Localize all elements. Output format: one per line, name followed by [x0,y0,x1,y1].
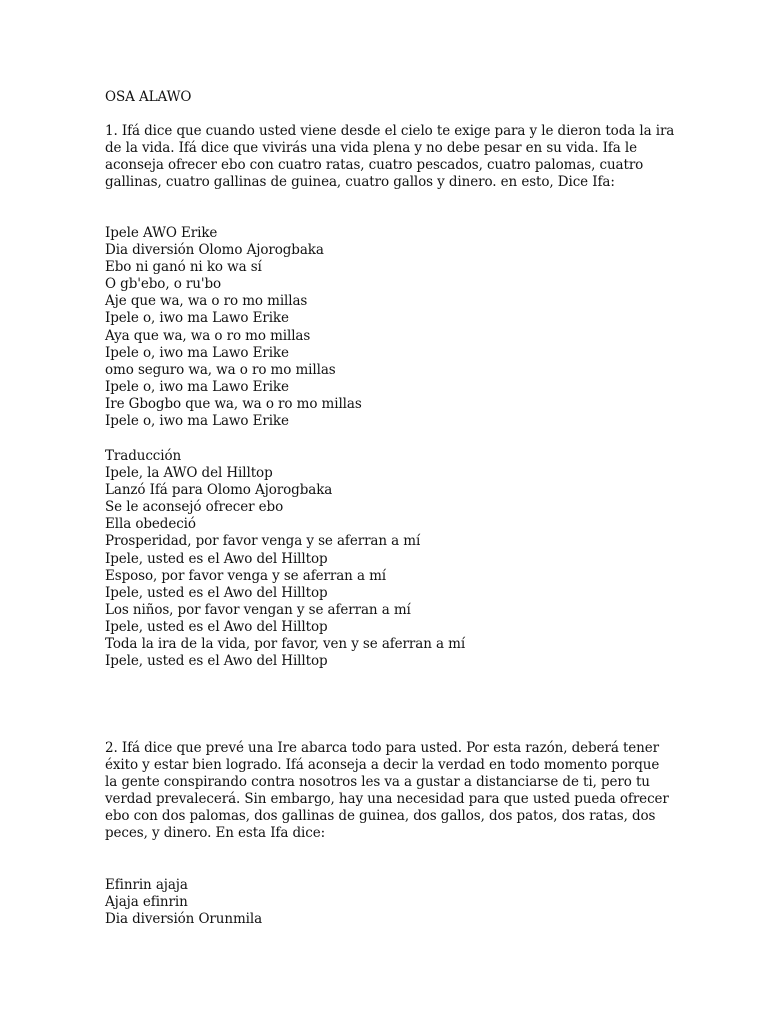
translation-heading: Traducción [105,448,182,464]
translation-line: Toda la ira de la vida, por favor, ven y se aferran a mí [105,636,466,652]
paragraph-2-line: peces, y dinero. En esta Ifa dice: [105,825,326,841]
verse-1-line: Ipele o, iwo ma Lawo Erike [105,413,289,429]
paragraph-1-line: de la vida. Ifá dice que vivirás una vida plena y no debe pesar en su vida. Ifa le [105,140,637,156]
verse-2-line: Efinrin ajaja [105,877,188,893]
translation-line: Ipele, la AWO del Hilltop [105,465,273,481]
translation-line: Lanzó Ifá para Olomo Ajorogbaka [105,482,333,498]
paragraph-2-line: 2. Ifá dice que prevé una Ire abarca todo para usted. Por esta razón, deberá tener [105,740,660,756]
verse-1-line: O gb'ebo, o ru'bo [105,276,222,292]
verse-1-line: Ebo ni ganó ni ko wa sí [105,259,262,275]
verse-1-line: Ipele AWO Erike [105,225,218,241]
verse-1-line: Dia diversión Olomo Ajorogbaka [105,242,324,258]
paragraph-2-line: verdad prevalecerá. Sin embargo, hay una necesidad para que usted pueda ofrecer [105,791,669,807]
translation-line: Ipele, usted es el Awo del Hilltop [105,585,328,601]
translation-line: Ipele, usted es el Awo del Hilltop [105,619,328,635]
verse-1-line: Aya que wa, wa o ro mo millas [105,328,311,344]
paragraph-2-line: ebo con dos palomas, dos gallinas de guinea, dos gallos, dos patos, dos ratas, dos [105,808,656,824]
paragraph-2-line: éxito y estar bien logrado. Ifá aconseja a decir la verdad en todo momento porque [105,757,660,773]
translation-line: Ella obedeció [105,516,196,532]
translation-line: Ipele, usted es el Awo del Hilltop [105,551,328,567]
paragraph-2-line: la gente conspirando contra nosotros les va a gustar a distanciarse de ti, pero tu [105,774,650,790]
verse-1-line: Ipele o, iwo ma Lawo Erike [105,310,289,326]
verse-1-line: Aje que wa, wa o ro mo millas [105,293,308,309]
translation-line: Se le aconsejó ofrecer ebo [105,499,284,515]
translation-line: Ipele, usted es el Awo del Hilltop [105,653,328,669]
verse-2-line: Dia diversión Orunmila [105,911,263,927]
document-title: OSA ALAWO [105,89,192,105]
translation-line: Prosperidad, por favor venga y se aferran a mí [105,533,421,549]
paragraph-1-line: aconseja ofrecer ebo con cuatro ratas, cuatro pescados, cuatro palomas, cuatro [105,157,644,173]
verse-1-line: Ire Gbogbo que wa, wa o ro mo millas [105,396,362,412]
verse-2-line: Ajaja efinrin [105,894,188,910]
verse-1-line: Ipele o, iwo ma Lawo Erike [105,345,289,361]
verse-1-line: Ipele o, iwo ma Lawo Erike [105,379,289,395]
paragraph-1-line: gallinas, cuatro gallinas de guinea, cuatro gallos y dinero. en esto, Dice Ifa: [105,174,615,190]
translation-line: Los niños, por favor vengan y se aferran a mí [105,602,411,618]
paragraph-1-line: 1. Ifá dice que cuando usted viene desde el cielo te exige para y le dieron toda la ira [105,123,675,139]
verse-1-line: omo seguro wa, wa o ro mo millas [105,362,336,378]
translation-line: Esposo, por favor venga y se aferran a mí [105,568,387,584]
